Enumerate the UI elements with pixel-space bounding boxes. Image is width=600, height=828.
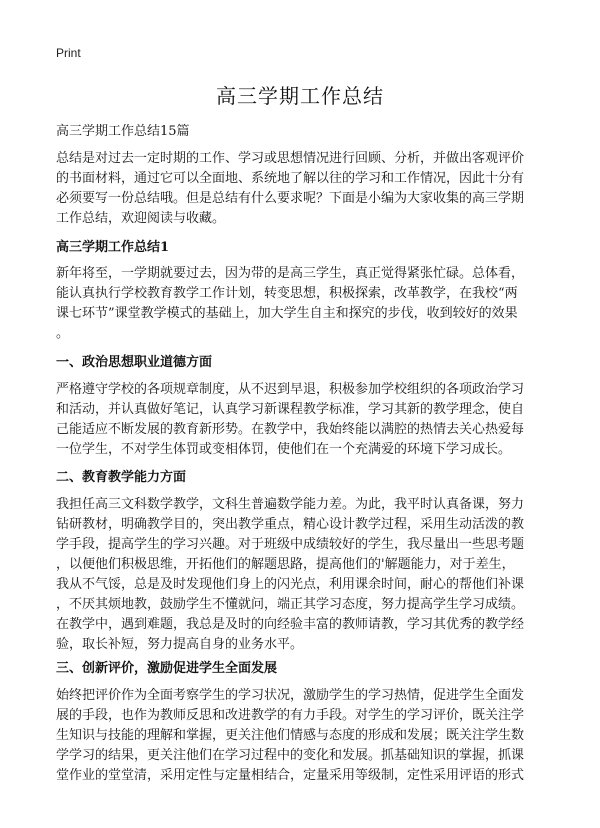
print-link[interactable]: Print [56, 46, 81, 60]
paragraph-line: 展的手段，也作为教师反思和改进教学的有力手段。对学生的学习评价，既关注学 [56, 708, 525, 723]
paragraph-line: 总结是对过去一定时期的工作、学习或思想情况进行回顾、分析，并做出客观评价 [56, 151, 525, 166]
document-title: 高三学期工作总结 [216, 84, 384, 108]
paragraph-line: 和活动，并认真做好笔记，认真学习新课程教学标准，学习其新的教学理念，使自 [56, 402, 525, 417]
paragraph-line: 我从不气馁，总是及时发现他们身上的闪光点，利用课余时间，耐心的帮他们补课 [56, 577, 525, 592]
paragraph-4 [56, 686, 550, 786]
paragraph-line: 工作总结，欢迎阅读与收藏。 [56, 211, 226, 226]
section-title: 高三学期工作总结1 [56, 240, 170, 255]
heading-teaching-ability: 二、教育教学能力方面 [56, 470, 187, 485]
heading-politics-ethics: 一、政治思想职业道德方面 [56, 355, 213, 370]
paragraph-3 [56, 495, 550, 655]
paragraph-line: 生知识与技能的理解和掌握，更关注他们情感与态度的形成和发展；既关注学生数 [56, 728, 525, 743]
paragraph-line: 。 [56, 326, 70, 341]
paragraph-line: 学学习的结果，更关注他们在学习过程中的变化和发展。抓基础知识的掌握，抓课 [56, 748, 525, 763]
paragraph-2 [56, 380, 550, 460]
paragraph-line: 学手段，提高学生的学习兴趣。对于班级中成绩较好的学生，我尽量出一些思考题 [56, 537, 525, 552]
paragraph-line: 能认真执行学校教育教学工作计划，转变思想，积极探索，改革教学，在我校“两 [56, 286, 518, 301]
paragraph-line: ，以便他们积极思维，开拓他们的解题思路，提高他们的'解题能力，对于差生， [56, 557, 515, 572]
paragraph-line: 的书面材料，通过它可以全面地、系统地了解以往的学习和工作情况，因此十分有 [56, 171, 525, 186]
heading-innovative-evaluation: 三、创新评价，激励促进学生全面发展 [56, 661, 278, 676]
paragraph-line: 验，取长补短，努力提高自身的业务水平。 [56, 637, 304, 652]
intro-paragraph [56, 149, 550, 229]
document-subtitle: 高三学期工作总结15篇 [56, 124, 190, 139]
paragraph-1 [56, 264, 550, 344]
paragraph-line: 必须要写一份总结哦。但是总结有什么要求呢？下面是小编为大家收集的高三学期 [56, 191, 525, 206]
paragraph-line: ，不厌其烦地教，鼓励学生不懂就问，端正其学习态度，努力提高学生学习成绩。 [56, 597, 525, 612]
paragraph-line: 在教学中，遇到难题，我总是及时的向经验丰富的教师请教，学习其优秀的教学经 [56, 617, 525, 632]
paragraph-line: 课七环节”课堂教学模式的基础上，加大学生自主和探究的步伐，收到较好的效果 [56, 306, 518, 321]
paragraph-line: 一位学生，不对学生体罚或变相体罚，使他们在一个充满爱的环境下学习成长。 [56, 442, 512, 457]
paragraph-line: 钻研教材，明确教学目的，突出教学重点，精心设计教学过程，采用生动活泼的教 [56, 517, 525, 532]
paragraph-line: 己能适应不断发展的教育新形势。在教学中，我始终能以满腔的热情去关心热爱每 [56, 422, 525, 437]
paragraph-line: 始终把评价作为全面考察学生的学习状况，激励学生的学习热情，促进学生全面发 [56, 688, 525, 703]
paragraph-line: 我担任高三文科数学教学，文科生普遍数学能力差。为此，我平时认真备课，努力 [56, 497, 525, 512]
paragraph-line: 新年将至，一学期就要过去，因为带的是高三学生，真正觉得紧张忙碌。总体看， [56, 266, 525, 281]
paragraph-line: 堂作业的堂堂清，采用定性与定量相结合，定量采用等级制，定性采用评语的形式 [56, 768, 525, 783]
paragraph-line: 严格遵守学校的各项规章制度，从不迟到早退，积极参加学校组织的各项政治学习 [56, 382, 525, 397]
